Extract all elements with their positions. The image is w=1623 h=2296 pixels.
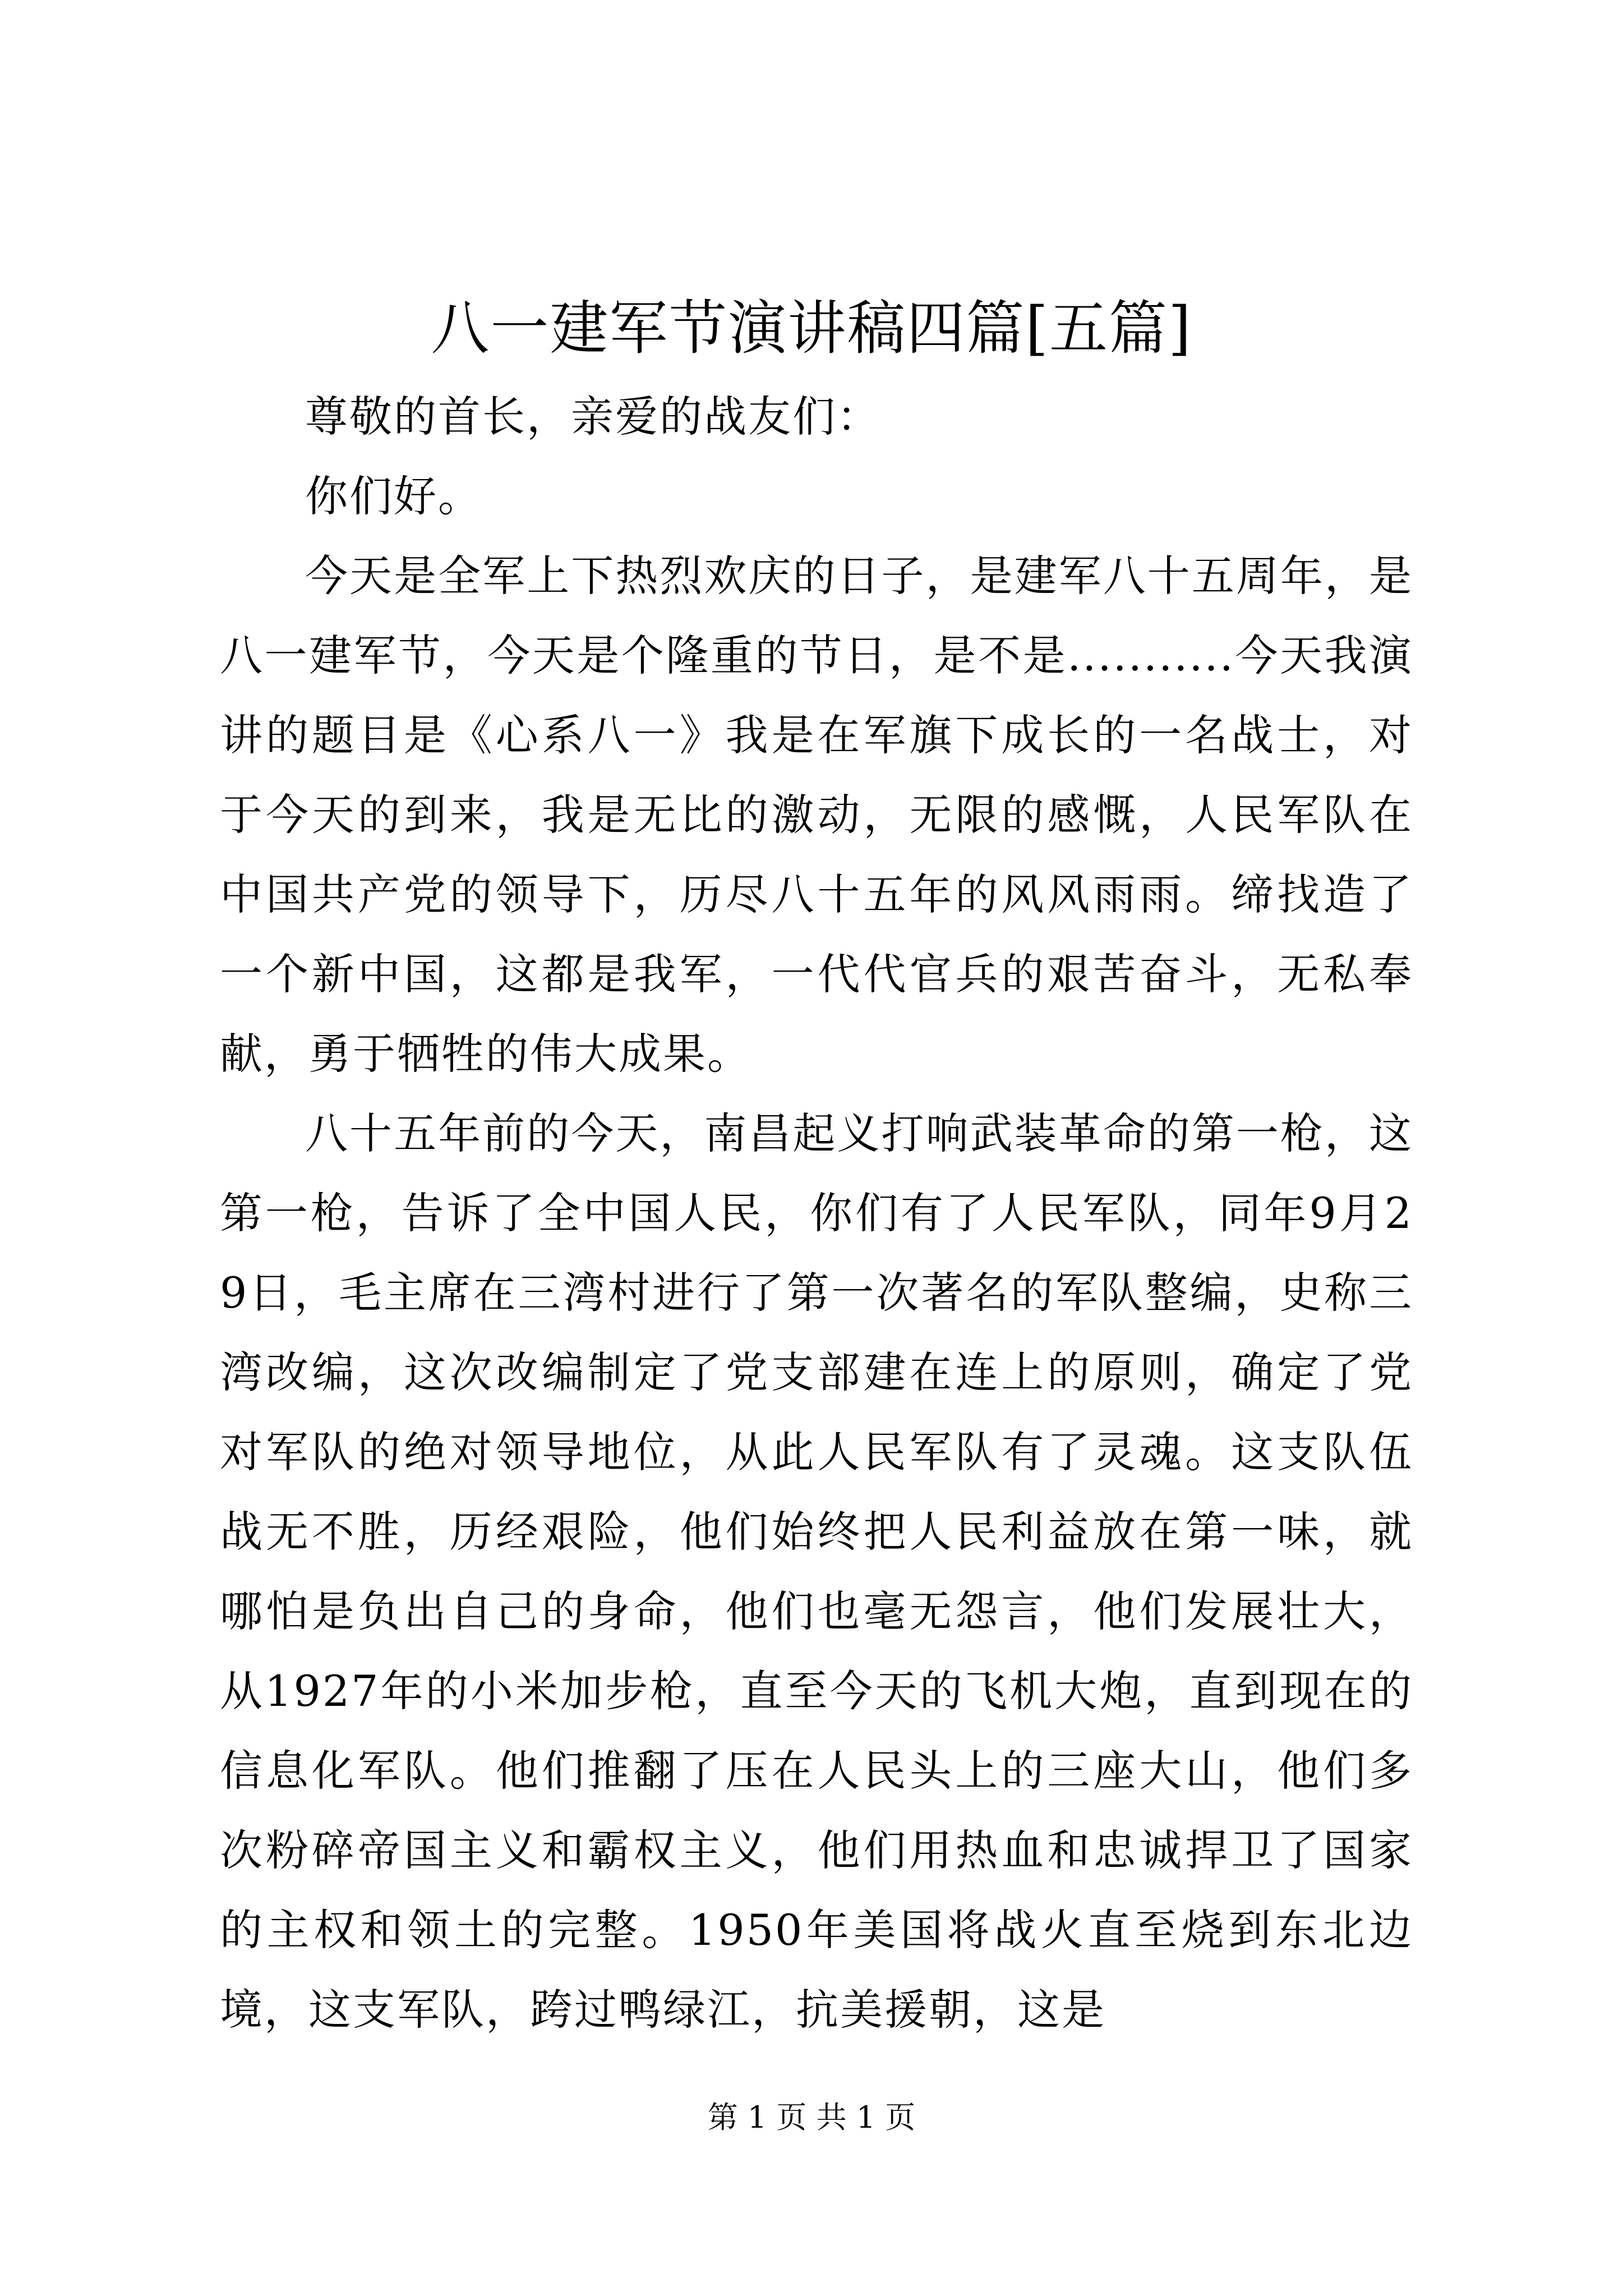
paragraph-salutation: 尊敬的首长，亲爱的战友们：: [305, 392, 881, 441]
paragraph-body-1: 今天是全军上下热烈欢庆的日子，是建军八十五周年，是八一建军节，今天是个隆重的节日，是不是...........今天我演讲的题目是《心系八一》我是在军旗下成长的一名战士，对于今天的到来，我是无比的激动，无限的感慨，人民军队在中国共产党的领导下，历尽八十五年的风风雨雨。缔找造了一个新中国，这都是我军，一代代官兵的艰苦奋斗，无私奉献，勇于牺牲的伟大成果。: [220, 551, 1413, 1079]
page-footer: 第 1 页 共 1 页: [707, 2100, 916, 2135]
paragraph-greeting: 你们好。: [305, 471, 482, 521]
document-title: 八一建军节演讲稿四篇[五篇]: [431, 294, 1192, 362]
document-body: [220, 377, 1413, 2050]
paragraph-body-2: 八十五年前的今天，南昌起义打响武装革命的第一枪，这第一枪，告诉了全中国人民，你们有了人民军队，同年9月29日，毛主席在三湾村进行了第一次著名的军队整编，史称三湾改编，这次改编制定了党支部建在连上的原则，确定了党对军队的绝对领导地位，从此人民军队有了灵魂。这支队伍战无不胜，历经艰险，他们始终把人民利益放在第一味，就哪怕是负出自己的身命，他们也毫无怨言，他们发展壮大，从1927年的小米加步枪，直至今天的飞机大炮，直到现在的信息化军队。他们推翻了压在人民头上的三座大山，他们多次粉碎帝国主义和霸权主义，他们用热血和忠诚捍卫了国家的主权和领土的完整。1950年美国将战火直至烧到东北边境，这支军队，跨过鸭绿江，抗美援朝，这是: [220, 1108, 1413, 2035]
